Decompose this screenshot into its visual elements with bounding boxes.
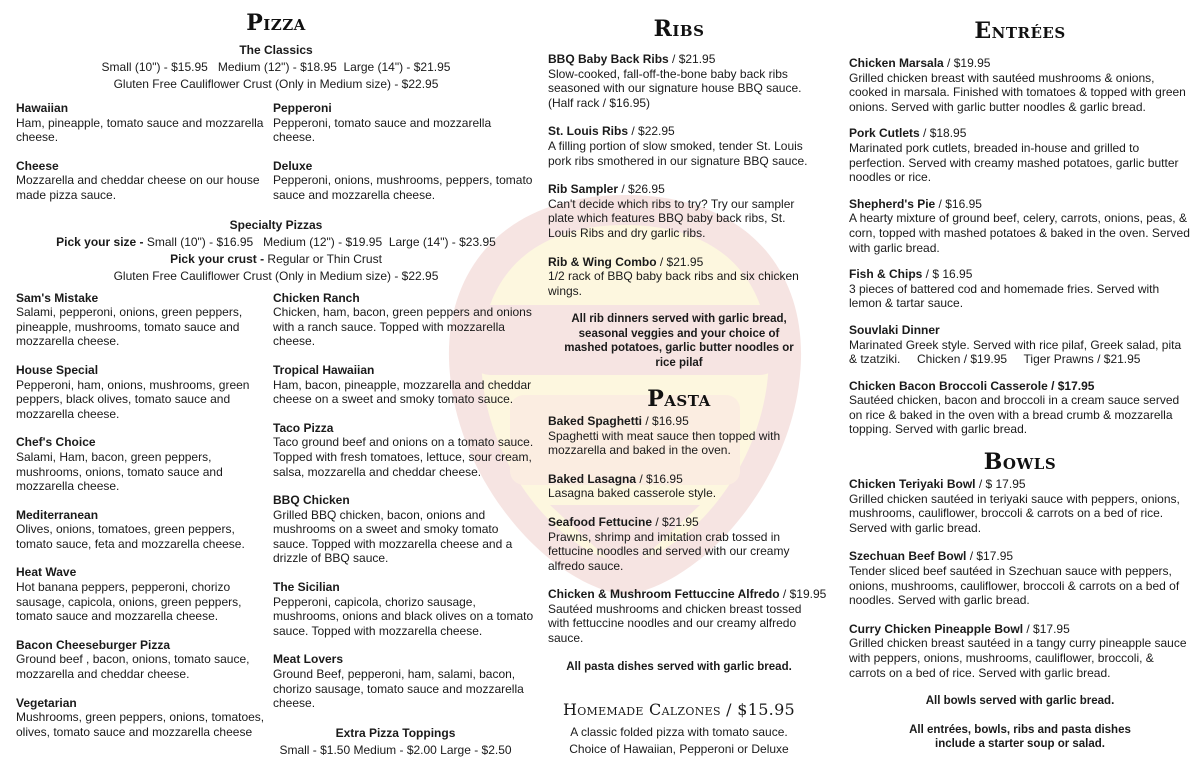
menu-item [273, 652, 536, 710]
item-price: / $21.95 [668, 52, 716, 66]
specialty-title: Specialty Pizzas [229, 217, 323, 232]
bowls-title: Bowls [983, 449, 1057, 476]
item-desc: Mushrooms, green peppers, onions, tomatoes, olives, tomato sauce and mozzarella cheese [16, 710, 265, 739]
item-desc: A filling portion of slow smoked, tender St. Louis pork ribs smothered in our signature BBQ sauce. [548, 138, 808, 168]
calzones-line-2: Choice of Hawaiian, Pepperoni or Deluxe [569, 742, 789, 757]
menu-item [849, 197, 1191, 255]
item-desc: 3 pieces of battered cod and homemade fries. Served with lemon & tartar sauce. [849, 281, 1160, 311]
item-desc: Chicken, ham, bacon, green peppers and onions with a ranch sauce. Topped with mozzarella cheese. [273, 305, 532, 349]
item-desc: Mozzarella and cheddar cheese on our house made pizza sauce. [16, 173, 260, 202]
item-name: Bacon Cheeseburger Pizza [16, 637, 171, 652]
item-name: Fish & Chips [849, 267, 923, 282]
item-desc: Can't decide which ribs to try? Try our sampler plate which features BBQ baby back ribs, St. Louis Ribs and dry garlic ribs. [548, 196, 795, 240]
item-name: BBQ Chicken [273, 493, 350, 508]
item-name: Cheese [16, 158, 59, 173]
menu-item [849, 323, 1191, 367]
menu-item [273, 421, 536, 479]
item-name: Rib & Wing Combo [548, 254, 657, 269]
item-desc: Pepperoni, tomato sauce and mozzarella cheese. [273, 115, 492, 145]
item-desc: Grilled BBQ chicken, bacon, onions and mushrooms on a sweet and smoky tomato sauce. Topped with mozzarella cheese and a drizzle of BBQ sauce. [273, 507, 513, 566]
ribs-pasta-column [548, 0, 827, 758]
size-options: Small (10") - $16.95 Medium (12") - $19.95 Large (14") - $23.95 [143, 234, 496, 249]
item-desc: Spaghetti with meat sauce then topped with mozzarella and baked in the oven. [548, 428, 781, 458]
specialty-crust [16, 251, 536, 268]
bowls-note: All bowls served with garlic bread. [925, 695, 1115, 708]
item-price: / $16.95 [935, 196, 982, 211]
menu-item [548, 515, 810, 573]
menu-item [16, 638, 273, 682]
menu-item [16, 565, 273, 623]
item-desc: Grilled chicken sautéed in teriyaki sauce with peppers, onions, mushrooms, cauliflower, broccoli & carrots on a bed of rice. Served with garlic bread. [849, 491, 1180, 535]
item-name: Chicken Teriyaki Bowl [849, 477, 976, 492]
menu-item [548, 472, 810, 501]
item-price: / $21.95 [656, 254, 704, 269]
specialty-items [16, 291, 536, 759]
item-name: Chef's Choice [16, 435, 96, 450]
item-desc: Hot banana peppers, pepperoni, chorizo sausage, capicola, onions, green peppers, tomato sauce and mozzarella cheese. [16, 580, 242, 624]
menu-item [16, 291, 273, 349]
calzones-line-1: A classic folded pizza with tomato sauce. [570, 725, 788, 740]
item-name: Pepperoni [273, 101, 332, 115]
item-price: / $26.95 [618, 182, 665, 197]
item-price: / $16.95 [636, 471, 683, 486]
ribs-note: All rib dinners served with garlic bread, seasonal veggies and your choice of mashed potatoes, garlic butter noodles or rice pilaf [564, 313, 794, 369]
item-price: / $21.95 [652, 514, 699, 529]
classics-gluten-free: Gluten Free Cauliflower Crust (Only in Medium size) - $22.95 [113, 77, 439, 91]
item-desc: Ham, bacon, pineapple, mozzarella and cheddar cheese on a sweet and smoky tomato sauce. [273, 377, 532, 407]
item-name: Seafood Fettucine [548, 514, 653, 529]
item-price: / $19.95 [943, 56, 991, 70]
item-desc: Sautéed chicken, bacon and broccoli in a cream sauce served on rice & baked in the oven with a bread crumb & mozzarella topping. Served with garlic bread. [849, 393, 1180, 437]
toppings-title: Extra Pizza Toppings [335, 725, 456, 740]
item-name: Sam's Mistake [16, 290, 99, 305]
item-name: Tropical Hawaiian [273, 362, 375, 377]
menu-item [16, 159, 273, 203]
item-desc: Marinated Greek style. Served with rice pilaf, Greek salad, pita & tzatziki. Chicken / $19.95 Tiger Prawns / $21.95 [849, 337, 1185, 367]
item-price: / $18.95 [919, 126, 967, 141]
item-name: Baked Spaghetti [548, 413, 643, 428]
menu-item [548, 414, 810, 458]
item-name: Chicken & Mushroom Fettuccine Alfredo [548, 587, 780, 602]
classics-title: The Classics [239, 43, 313, 57]
item-price: / $ 16.95 [922, 267, 973, 282]
pasta-title: Pasta [647, 385, 711, 412]
menu-item [548, 182, 810, 240]
toppings-prices: Small - $1.50 Medium - $2.00 Large - $2.50 [279, 742, 512, 757]
menu-item [849, 622, 1191, 680]
item-desc: Sautéed mushrooms and chicken breast tossed with fettuccine noodles and our creamy alfredo sauce. [548, 601, 802, 646]
calzones-title: Homemade Calzones / $15.95 [562, 700, 796, 720]
item-price: / $ 17.95 [975, 477, 1026, 492]
item-name: Taco Pizza [273, 420, 334, 435]
item-desc: Grilled chicken breast with sautéed mushrooms & onions, cooked in marsala. Finished with tomatoes & topped with green onions. Served with garlic butter noodles & garlic bread. [849, 70, 1186, 114]
crust-options: Regular or Thin Crust [264, 251, 382, 266]
item-name: Heat Wave [16, 565, 77, 580]
classic-items [16, 101, 536, 203]
menu-item [16, 101, 273, 159]
item-name: House Special [16, 362, 99, 377]
specialty-gluten-free: Gluten Free Cauliflower Crust (Only in Medium size) - $22.95 [113, 268, 439, 283]
item-name: Chicken Bacon Broccoli Casserole / $17.95 [849, 378, 1095, 393]
menu-item [548, 587, 827, 646]
extra-toppings [273, 725, 518, 759]
specialty-sizes [16, 234, 536, 251]
item-desc: Grilled chicken breast sautéed in a tangy curry pineapple sauce with peppers, onions, mushrooms, cauliflower, broccoli, & carrots on a bed of rice. Served with garlic bread. [849, 636, 1187, 680]
item-desc: Salami, Ham, bacon, green peppers, mushrooms, onions, tomato sauce and mozzarella cheese. [16, 449, 223, 494]
item-price: / $17.95 [966, 549, 1014, 564]
pizza-column [16, 0, 536, 759]
menu-item [548, 124, 810, 168]
size-label: Pick your size - [56, 234, 144, 249]
item-desc: Lasagna baked casserole style. [548, 486, 717, 501]
item-name: Souvlaki Dinner [849, 322, 940, 337]
menu-item [849, 126, 1191, 184]
menu-item [273, 493, 536, 566]
item-name: Deluxe [273, 158, 313, 173]
item-name: Curry Chicken Pineapple Bowl [849, 621, 1024, 636]
item-desc: Prawns, shrimp and imitation crab tossed in fettucine noodles and served with our creamy alfredo sauce. [548, 529, 790, 573]
item-desc: Ground Beef, pepperoni, ham, salami, bacon, chorizo sausage, tomato sauce and mozzarella cheese. [273, 667, 524, 711]
menu-item [548, 52, 810, 110]
item-desc: Marinated pork cutlets, breaded in-house and grilled to perfection. Served with creamy mashed potatoes, garlic butter noodles or rice. [849, 140, 1179, 185]
item-desc: Slow-cooked, fall-off-the-bone baby back ribs seasoned with our signature house BBQ sauce. (Half rack / $16.95) [548, 66, 802, 110]
item-name: Chicken Ranch [273, 290, 360, 305]
item-desc: 1/2 rack of BBQ baby back ribs and six chicken wings. [548, 269, 799, 298]
specialty-right-list [273, 291, 536, 759]
item-desc: Olives, onions, tomatoes, green peppers, tomato sauce, feta and mozzarella cheese. [16, 522, 245, 551]
specialty-left-list [16, 291, 273, 759]
menu-item [16, 508, 273, 552]
item-price: / $19.95 [779, 587, 827, 602]
item-name: Chicken Marsala [849, 56, 944, 70]
item-name: Meat Lovers [273, 652, 344, 667]
item-name: BBQ Baby Back Ribs [548, 52, 669, 66]
entrees-bowls-column [849, 0, 1191, 751]
entrees-title: Entrées [974, 18, 1066, 44]
item-desc: Pepperoni, capicola, chorizo sausage, mushrooms, onions and black olives on a tomato sauce. Topped with mozzarella cheese. [273, 594, 534, 638]
menu-item [273, 101, 536, 159]
menu-item [849, 477, 1191, 535]
menu-item [273, 580, 536, 638]
item-price: / $22.95 [628, 124, 675, 139]
menu-item [16, 435, 273, 493]
item-desc: Taco ground beef and onions on a tomato sauce. Topped with fresh tomatoes, lettuce, sour cream, salsa, mozzarella and cheddar cheese. [273, 435, 534, 479]
item-name: Baked Lasagna [548, 471, 637, 486]
menu-item [849, 56, 1191, 114]
ribs-title: Ribs [653, 16, 705, 42]
menu-item [16, 696, 273, 740]
item-name: Pork Cutlets [849, 126, 920, 141]
menu-item [548, 255, 810, 299]
pizza-title: Pizza [246, 10, 306, 36]
item-name: The Sicilian [273, 580, 340, 595]
menu-item [849, 379, 1191, 437]
item-name: Szechuan Beef Bowl [849, 549, 967, 564]
item-desc: Ground beef , bacon, onions, tomato sauce, mozzarella and cheddar cheese. [16, 652, 250, 682]
menu-item [273, 363, 536, 407]
item-desc: Ham, pineapple, tomato sauce and mozzarella cheese. [16, 115, 264, 145]
item-desc: A hearty mixture of ground beef, celery, carrots, onions, peas, & corn, topped with mashed potatoes & baked in the oven. Served with garlic bread. [849, 211, 1190, 255]
menu-item [273, 159, 536, 203]
item-name: Vegetarian [16, 695, 77, 710]
item-price: / $16.95 [642, 413, 689, 428]
item-desc: Salami, pepperoni, onions, green peppers, pineapple, mushrooms, tomato sauce and mozzarella cheese. [16, 305, 243, 349]
classics-sizes: Small (10") - $15.95 Medium (12") - $18.95 Large (14") - $21.95 [101, 60, 451, 74]
crust-label: Pick your crust - [170, 251, 265, 266]
item-price: / $17.95 [1023, 621, 1070, 636]
item-name: Shepherd's Pie [849, 196, 936, 211]
item-desc: Pepperoni, onions, mushrooms, peppers, tomato sauce and mozzarella cheese. [273, 173, 533, 202]
item-desc: Pepperoni, ham, onions, mushrooms, green peppers, black olives, tomato sauce and mozzarella cheese. [16, 377, 250, 421]
menu-item [273, 291, 536, 349]
menu-item [16, 363, 273, 421]
menu-item [849, 267, 1191, 311]
item-name: Rib Sampler [548, 182, 619, 197]
pasta-note: All pasta dishes served with garlic bread. [566, 660, 792, 673]
item-desc: Tender sliced beef sautéed in Szechuan sauce with peppers, onions, mushrooms, cauliflower, broccoli & carrots on a bed of noodles. Served with garlic bread. [849, 564, 1180, 608]
starter-note: All entrées, bowls, ribs and pasta dishes include a starter soup or salad. [909, 723, 1131, 750]
item-name: Hawaiian [16, 101, 69, 115]
item-name: Mediterranean [16, 507, 99, 522]
menu-item [849, 549, 1191, 607]
item-name: St. Louis Ribs [548, 124, 629, 139]
